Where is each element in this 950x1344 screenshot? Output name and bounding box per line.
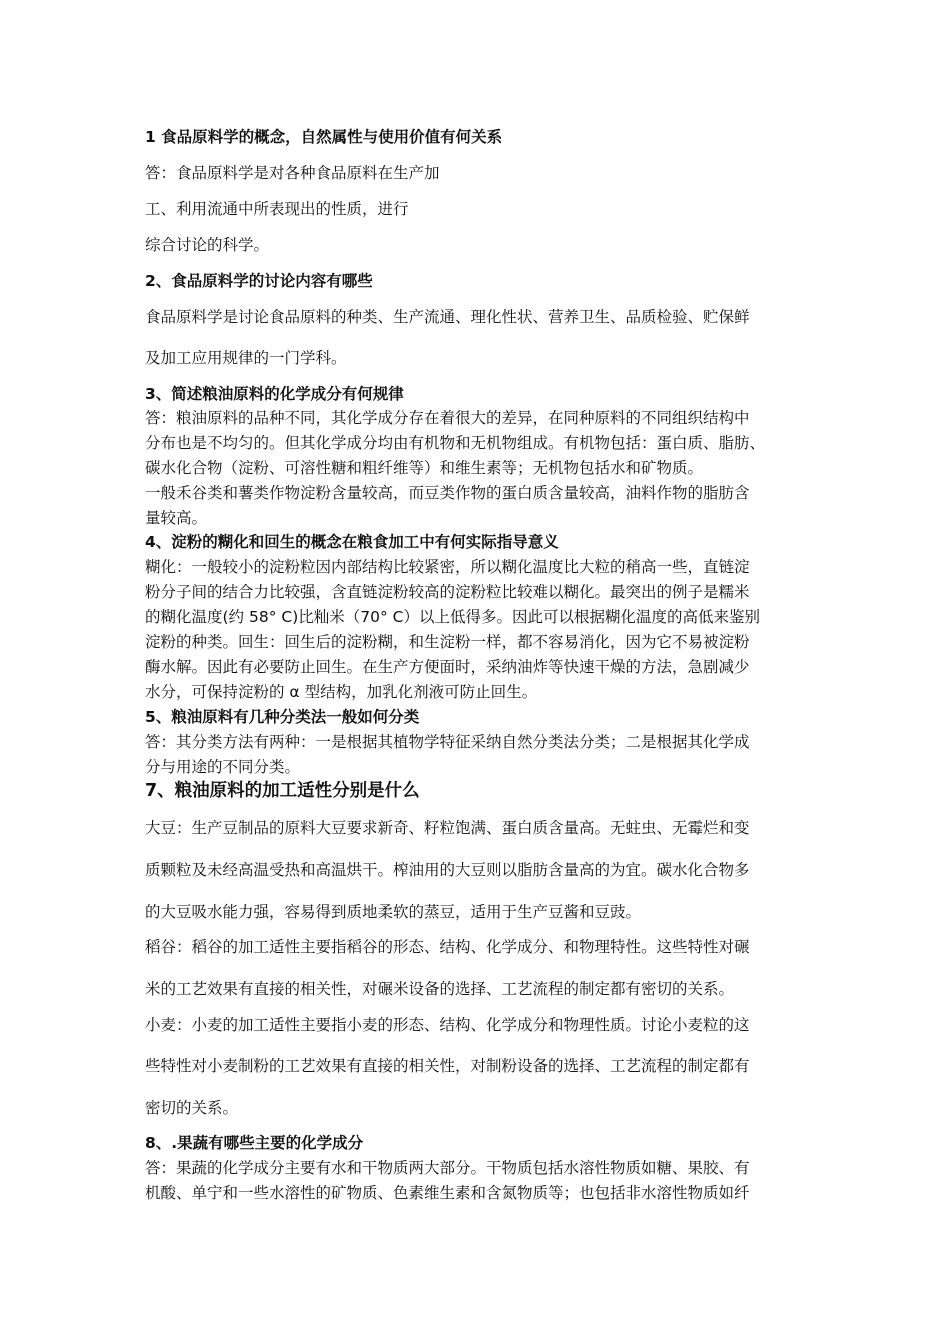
text-line: 工、利用流通中所表现出的性质，进行	[145, 200, 409, 218]
text-line: 一般禾谷类和薯类作物淀粉含量较高，而豆类作物的蛋白质含量较高，油料作物的脂肪含	[145, 484, 750, 502]
text-line: 质颗粒及未经高温受热和高温烘干。榨油用的大豆则以脂肪含量高的为宜。碳水化合物多	[145, 861, 750, 879]
text-line: 及加工应用规律的一门学科。	[145, 349, 347, 367]
text-line: 大豆：生产豆制品的原料大豆要求新奇、籽粒饱满、蛋白质含量高。无蛀虫、无霉烂和变	[145, 819, 750, 837]
text-line: 分与用途的不同分类。	[145, 758, 301, 776]
text-line: 机酸、单宁和一些水溶性的矿物质、色素维生素和含氮物质等；也包括非水溶性物质如纤	[145, 1184, 750, 1202]
text-line: 碳水化合物（淀粉、可溶性糖和粗纤维等）和维生素等；无机物包括水和矿物质。	[145, 459, 704, 477]
text-line: 小麦：小麦的加工适性主要指小麦的形态、结构、化学成分和物理性质。讨论小麦粒的这	[145, 1016, 750, 1034]
text-line: 些特性对小麦制粉的工艺效果有直接的相关性，对制粉设备的选择、工艺流程的制定都有	[145, 1057, 750, 1075]
text-line: 糊化：一般较小的淀粉粒因内部结构比较紧密，所以糊化温度比大粒的稍高一些，直链淀	[145, 558, 750, 576]
text-line: 粉分子间的结合力比较强，含直链淀粉较高的淀粉粒比较难以糊化。最突出的例子是糯米	[145, 583, 750, 601]
text-line: 稻谷：稻谷的加工适性主要指稻谷的形态、结构、化学成分、和物理特性。这些特性对碾	[145, 938, 750, 956]
text-line: 答：果蔬的化学成分主要有水和干物质两大部分。干物质包括水溶性物质如糖、果胶、有	[145, 1159, 750, 1177]
text-line: 密切的关系。	[145, 1099, 239, 1117]
heading-q2: 2、食品原料学的讨论内容有哪些	[145, 272, 373, 290]
text-line: 的大豆吸水能力强，容易得到质地柔软的蒸豆，适用于生产豆酱和豆豉。	[145, 903, 642, 921]
text-line: 米的工艺效果有直接的相关性，对碾米设备的选择、工艺流程的制定都有密切的关系。	[145, 980, 735, 998]
text-line: 答：食品原料学是对各种食品原料在生产加	[145, 164, 440, 182]
text-line: 答：粮油原料的品种不同，其化学成分存在着很大的差异，在同种原料的不同组织结构中	[145, 409, 750, 427]
heading-q5: 5、粮油原料有几种分类法一般如何分类	[145, 708, 420, 726]
text-line: 淀粉的种类。回生：回生后的淀粉糊，和生淀粉一样，都不容易消化，因为它不易被淀粉	[145, 633, 750, 651]
heading-q7: 7、粮油原料的加工适性分别是什么	[145, 781, 420, 801]
heading-q8: 8、.果蔬有哪些主要的化学成分	[145, 1134, 364, 1152]
text-line: 量较高。	[145, 509, 208, 527]
heading-q4: 4、淀粉的糊化和回生的概念在粮食加工中有何实际指导意义	[145, 533, 559, 551]
text-line: 答：其分类方法有两种：一是根据其植物学特征采纳自然分类法分类；二是根据其化学成	[145, 733, 750, 751]
heading-q3: 3、简述粮油原料的化学成分有何规律	[145, 385, 404, 403]
text-line: 的糊化温度(约 58° C)比籼米（70° C）以上低得多。因此可以根据糊化温度的高低来鉴别	[145, 608, 760, 626]
text-line: 食品原料学是讨论食品原料的种类、生产流通、理化性状、营养卫生、品质检验、贮保鲜	[145, 308, 750, 326]
text-line: 水分，可保持淀粉的 α 型结构，加乳化剂液可防止回生。	[145, 683, 538, 701]
heading-q1: 1 食品原料学的概念，自然属性与使用价值有何关系	[145, 128, 503, 146]
text-line: 综合讨论的科学。	[145, 236, 270, 254]
text-line: 酶水解。因此有必要防止回生。在生产方便面时，采纳油炸等快速干燥的方法，急剧减少	[145, 658, 750, 676]
text-line: 分布也是不均匀的。但其化学成分均由有机物和无机物组成。有机物包括：蛋白质、脂肪、	[145, 434, 766, 452]
